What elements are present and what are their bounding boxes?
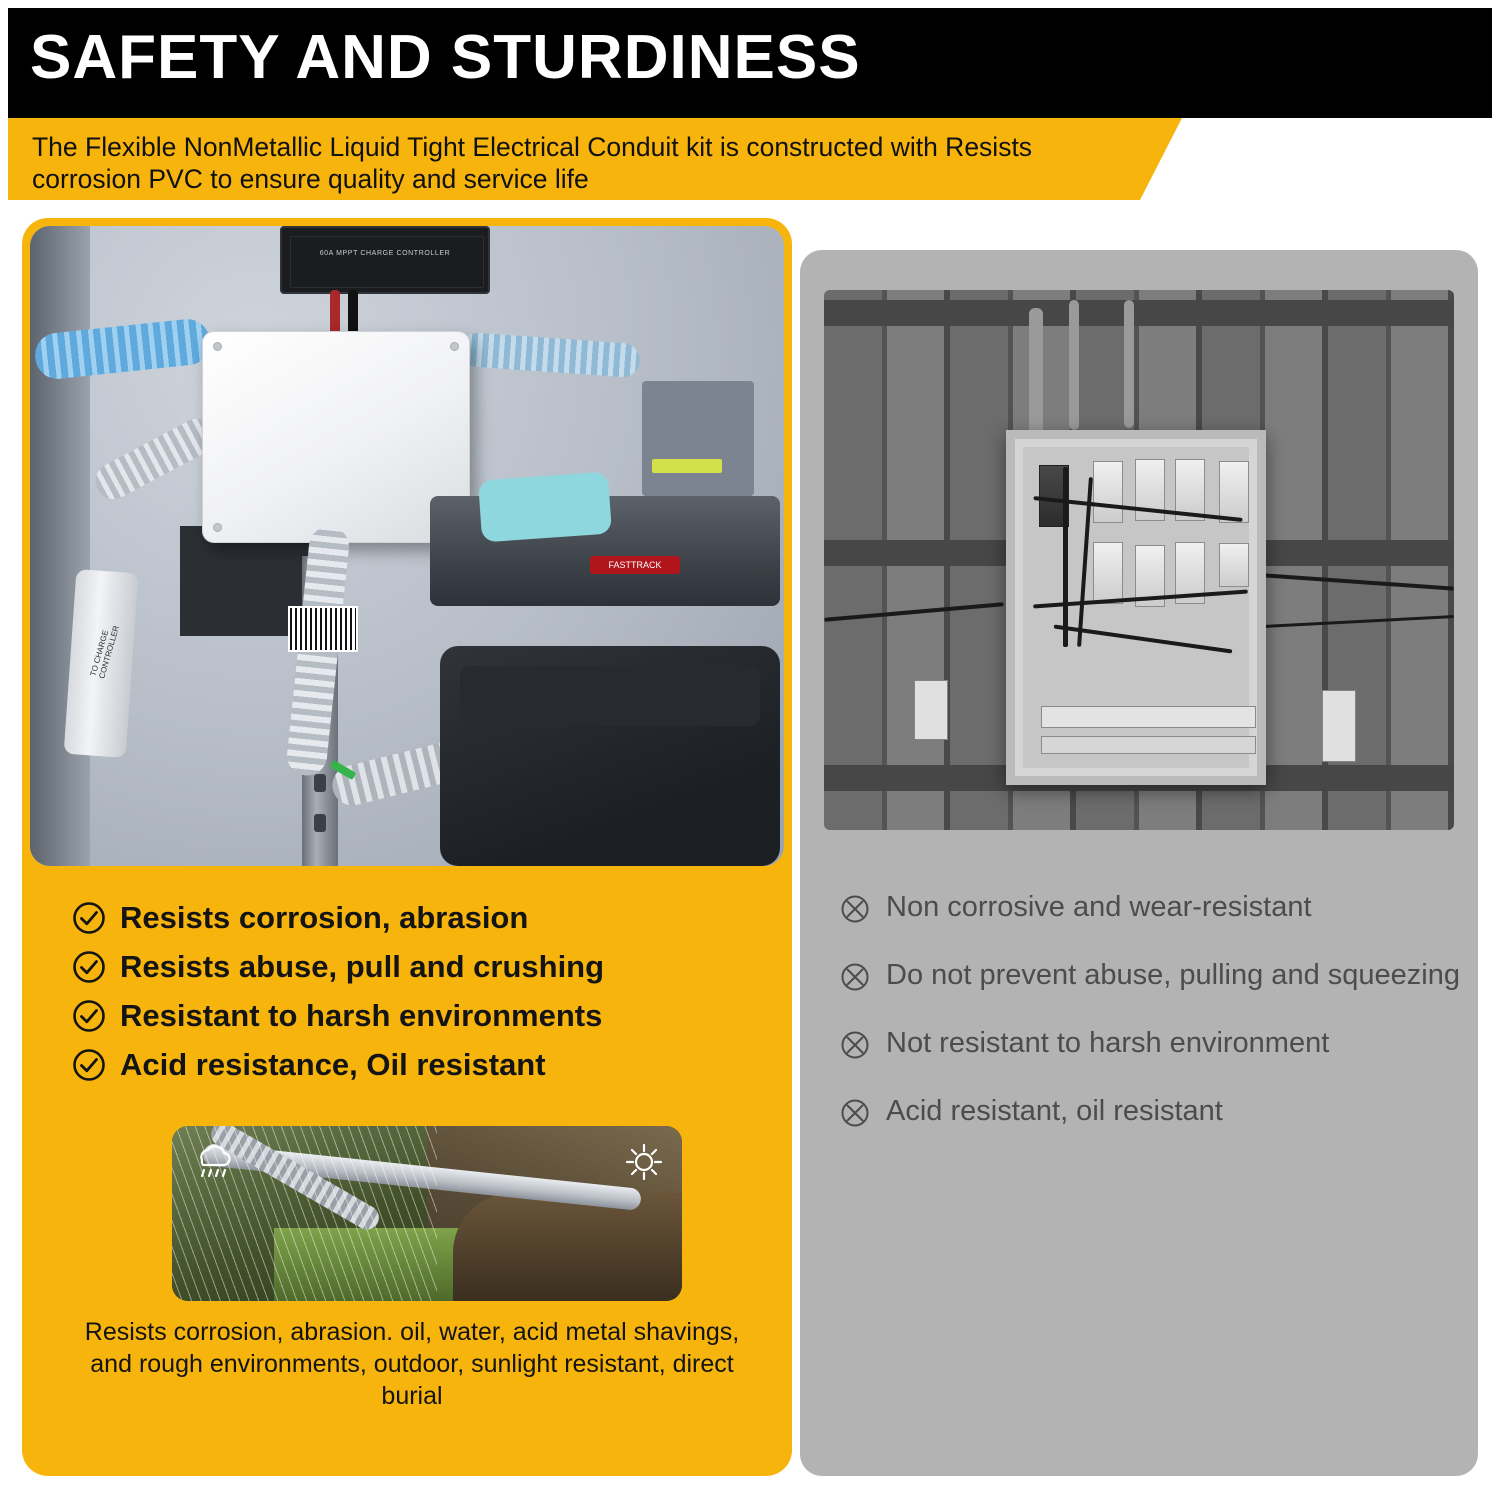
list-item bbox=[840, 1026, 1460, 1060]
header-band bbox=[0, 0, 1500, 118]
cons-list bbox=[840, 890, 1460, 1162]
breaker bbox=[1219, 543, 1249, 587]
panel-wire bbox=[1063, 467, 1068, 647]
breaker bbox=[1219, 461, 1249, 523]
list-item bbox=[72, 949, 772, 985]
list-item bbox=[840, 1094, 1460, 1128]
black-toolbox bbox=[440, 646, 780, 866]
list-item bbox=[72, 1047, 772, 1083]
subtitle-band bbox=[0, 118, 1140, 200]
bottom-caption: Resists corrosion, abrasion. oil, water, acid metal shavings, and rough environments, outdoor, sunlight resistant, direct burial bbox=[84, 1318, 740, 1410]
weather-resistance-photo bbox=[172, 1126, 682, 1301]
installation-photo bbox=[30, 226, 784, 866]
pro-label: Resistant to harsh environments bbox=[120, 998, 603, 1033]
pro-label: Acid resistance, Oil resistant bbox=[120, 1047, 546, 1082]
toolbox-lid bbox=[460, 666, 760, 726]
panel-interior bbox=[1023, 447, 1249, 768]
inline-junction-box bbox=[64, 569, 139, 758]
pros-panel bbox=[22, 218, 792, 1476]
old-panel-photo bbox=[824, 290, 1454, 830]
con-label: Acid resistant, oil resistant bbox=[886, 1095, 1223, 1127]
controller-label: 60A MPPT CHARGE CONTROLLER bbox=[319, 250, 451, 257]
vertical-conduit bbox=[1029, 308, 1043, 438]
cross-circle-icon bbox=[840, 1030, 870, 1060]
cross-circle-icon bbox=[840, 894, 870, 924]
breaker bbox=[1093, 542, 1123, 604]
page-title: SAFETY AND STURDINESS bbox=[30, 23, 861, 92]
rain-cloud-icon bbox=[190, 1140, 234, 1185]
list-item bbox=[72, 998, 772, 1034]
sun-icon bbox=[624, 1142, 664, 1187]
check-circle-icon bbox=[72, 1048, 106, 1082]
vertical-conduit bbox=[1124, 300, 1134, 428]
check-circle-icon bbox=[72, 901, 106, 935]
side-mounted-device bbox=[914, 680, 948, 740]
list-item bbox=[840, 958, 1460, 992]
wall-shadow bbox=[30, 226, 90, 866]
check-circle-icon bbox=[72, 999, 106, 1033]
pro-label: Resists abuse, pull and crushing bbox=[120, 949, 605, 984]
blue-towel bbox=[478, 472, 612, 543]
cross-circle-icon bbox=[840, 1098, 870, 1128]
pros-list bbox=[72, 900, 772, 1096]
list-item bbox=[840, 890, 1460, 924]
con-label: Do not prevent abuse, pulling and squeezing bbox=[886, 959, 1460, 991]
breaker bbox=[1093, 461, 1123, 523]
vertical-conduit bbox=[1069, 300, 1079, 430]
cons-panel bbox=[800, 250, 1478, 1476]
controller-faceplate bbox=[290, 236, 484, 288]
green-terminal-module bbox=[642, 381, 754, 496]
wall-beam bbox=[824, 300, 1454, 326]
side-mounted-device bbox=[1322, 690, 1356, 762]
con-label: Not resistant to harsh environment bbox=[886, 1027, 1330, 1059]
charge-controller-device bbox=[280, 226, 490, 294]
shelf-brand-label: FASTTRACK bbox=[608, 560, 662, 570]
terminal-block-rail bbox=[1041, 736, 1256, 754]
terminal-block-rail bbox=[1041, 706, 1256, 728]
subtitle-text: The Flexible NonMetallic Liquid Tight Electrical Conduit kit is constructed with Resists corrosion PVC to ensure quality and service life bbox=[32, 132, 1033, 194]
inline-box-note: TO CHARGE CONTROLLER bbox=[88, 624, 121, 680]
con-label: Non corrosive and wear-resistant bbox=[886, 891, 1312, 923]
cross-circle-icon bbox=[840, 962, 870, 992]
barcode-label bbox=[288, 606, 358, 652]
shelf-brand-tag bbox=[590, 556, 680, 574]
dirt-trench bbox=[453, 1193, 683, 1302]
check-circle-icon bbox=[72, 950, 106, 984]
electrical-panel-enclosure bbox=[1006, 430, 1266, 785]
pro-label: Resists corrosion, abrasion bbox=[120, 900, 529, 935]
list-item bbox=[72, 900, 772, 936]
